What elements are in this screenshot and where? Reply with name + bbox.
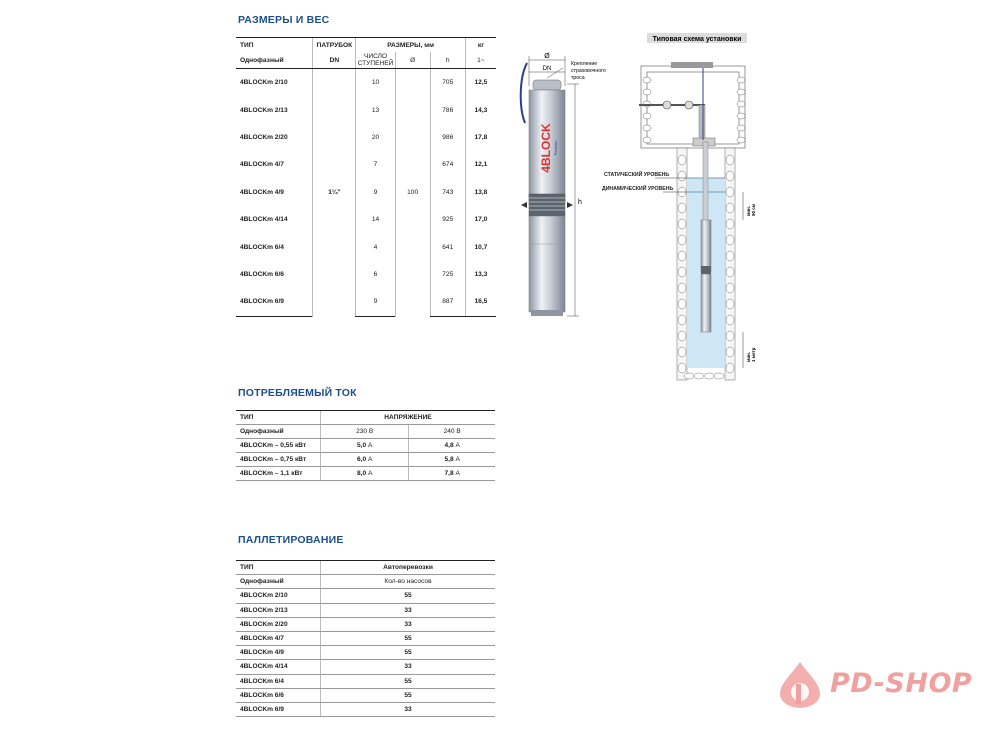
current-table <box>236 410 495 481</box>
dynamic-level-label: ДИНАМИЧЕСКИЙ УРОВЕНЬ <box>602 186 674 192</box>
row-name: 4BLOCKm – 0,75 кВт <box>236 453 321 467</box>
row-h: 887 <box>430 288 465 316</box>
row-name: 4BLOCKm 2/20 <box>240 133 288 141</box>
row-h: 743 <box>430 179 465 206</box>
header-dims: РАЗМЕРЫ, мм <box>356 38 465 53</box>
row-name: 4BLOCKm 6/6 <box>236 688 321 702</box>
row-name: 4BLOCKm 4/14 <box>240 216 288 224</box>
water-drop-icon <box>776 660 824 710</box>
row-b: 5,8 А <box>409 453 495 467</box>
row-h: 925 <box>430 206 465 233</box>
row-a: 6,0 А <box>321 453 409 467</box>
sizes-section-title: РАЗМЕРЫ И ВЕС <box>238 14 330 26</box>
dn-value: 1¼" <box>313 69 356 317</box>
pallet-table <box>236 560 495 717</box>
row-name: 4BLOCKm 4/7 <box>240 161 284 169</box>
row-b: 7,8 А <box>409 467 495 481</box>
row-name: 4BLOCKm 4/9 <box>240 188 284 196</box>
row-a: 8,0 А <box>321 467 409 481</box>
header-single: Однофазный <box>236 52 313 69</box>
header-single: Однофазный <box>236 575 321 589</box>
header-v2: 240 В <box>409 425 495 439</box>
logo-text: PD-SHOP <box>830 668 973 699</box>
row-h: 725 <box>430 261 465 288</box>
row-kg: 17,0 <box>465 206 496 233</box>
row-name: 4BLOCKm 2/13 <box>240 106 288 114</box>
row-kg: 14,3 <box>465 96 496 123</box>
row-stages: 6 <box>356 261 395 288</box>
diam-label: Ø <box>544 53 550 60</box>
row-value: 33 <box>321 702 496 716</box>
row-name: 4BLOCKm 6/4 <box>240 243 284 251</box>
row-stages: 20 <box>356 124 395 151</box>
header-type: ТИП <box>236 38 313 53</box>
row-stages: 13 <box>356 96 395 123</box>
header-stages: ЧИСЛО СТУПЕНЕЙ <box>357 53 394 67</box>
row-stages: 4 <box>356 233 395 260</box>
min-value-2: 1 метр <box>751 347 756 362</box>
install-title: Типовая схема установки <box>652 36 742 43</box>
min-label-2: мин. <box>746 351 751 362</box>
header-single: Однофазный <box>236 425 321 439</box>
row-name: 4BLOCKm 6/4 <box>236 674 321 688</box>
row-name: 4BLOCKm 2/20 <box>236 617 321 631</box>
header-kg: кг <box>465 38 496 53</box>
row-h: 641 <box>430 233 465 260</box>
min-label-1: мин. <box>746 205 751 216</box>
row-kg: 16,5 <box>465 288 496 316</box>
header-voltage: НАПРЯЖЕНИЕ <box>321 411 496 425</box>
row-kg: 10,7 <box>465 233 496 260</box>
row-stages: 7 <box>356 151 395 178</box>
current-section-title: ПОТРЕБЛЯЕМЫЙ ТОК <box>238 387 357 399</box>
h-label: h <box>578 199 582 206</box>
header-type: ТИП <box>236 561 321 575</box>
row-stages: 14 <box>356 206 395 233</box>
row-name: 4BLOCKm 4/14 <box>236 660 321 674</box>
min-value-1: 50 см <box>751 203 756 216</box>
row-h: 674 <box>430 151 465 178</box>
row-value: 55 <box>321 688 496 702</box>
row-name: 4BLOCKm 2/10 <box>240 79 288 87</box>
row-value: 55 <box>321 674 496 688</box>
header-outlet: ПАТРУБОК <box>313 38 356 53</box>
row-h: 786 <box>430 96 465 123</box>
row-b: 4,8 А <box>409 439 495 453</box>
cable-note-1: Крепление <box>571 61 598 67</box>
row-stages: 9 <box>356 179 395 206</box>
row-kg: 17,8 <box>465 124 496 151</box>
row-name: 4BLOCKm 6/9 <box>236 702 321 716</box>
pd-shop-logo <box>776 660 976 712</box>
row-name: 4BLOCKm – 0,55 кВт <box>236 439 321 453</box>
header-unit: 1~ <box>465 52 496 69</box>
row-value: 55 <box>321 589 496 603</box>
row-name: 4BLOCKm 4/7 <box>236 631 321 645</box>
row-value: 55 <box>321 646 496 660</box>
row-name: 4BLOCKm 2/13 <box>236 603 321 617</box>
header-dn: DN <box>313 52 356 69</box>
diam-value: 100 <box>395 69 430 317</box>
row-kg: 12,1 <box>465 151 496 178</box>
row-value: 33 <box>321 603 496 617</box>
pump-brand-sub: Pedrollo <box>553 140 558 156</box>
sizes-table <box>236 37 496 317</box>
header-type: ТИП <box>236 411 321 425</box>
header-count: Кол-во насосов <box>321 575 496 589</box>
header-h: h <box>430 52 465 69</box>
header-v1: 230 В <box>321 425 409 439</box>
dn-label: DN <box>542 66 552 72</box>
row-stages: 10 <box>356 69 395 97</box>
header-diam: Ø <box>395 52 430 69</box>
cable-note-2: страховочного <box>571 68 606 74</box>
pump-brand-text: 4BLOCK <box>539 123 553 173</box>
row-name: 4BLOCKm 6/6 <box>240 270 284 278</box>
row-value: 33 <box>321 617 496 631</box>
row-value: 33 <box>321 660 496 674</box>
header-truck: Автоперевозки <box>321 561 496 575</box>
row-name: 4BLOCKm 4/9 <box>236 646 321 660</box>
row-name: 4BLOCKm 6/9 <box>236 288 313 316</box>
static-level-label: СТАТИЧЕСКИЙ УРОВЕНЬ <box>604 172 670 178</box>
cable-note-3: троса <box>571 75 585 81</box>
row-h: 705 <box>430 69 465 97</box>
pallet-section-title: ПАЛЛЕТИРОВАНИЕ <box>238 534 344 546</box>
row-kg: 13,3 <box>465 261 496 288</box>
row-name: 4BLOCKm – 1,1 кВт <box>236 467 321 481</box>
row-a: 5,0 А <box>321 439 409 453</box>
row-kg: 12,5 <box>465 69 496 97</box>
row-kg: 13,8 <box>465 179 496 206</box>
row-name: 4BLOCKm 2/10 <box>236 589 321 603</box>
row-h: 986 <box>430 124 465 151</box>
row-stages: 9 <box>356 288 395 316</box>
installation-diagram <box>595 30 775 390</box>
row-value: 55 <box>321 631 496 645</box>
